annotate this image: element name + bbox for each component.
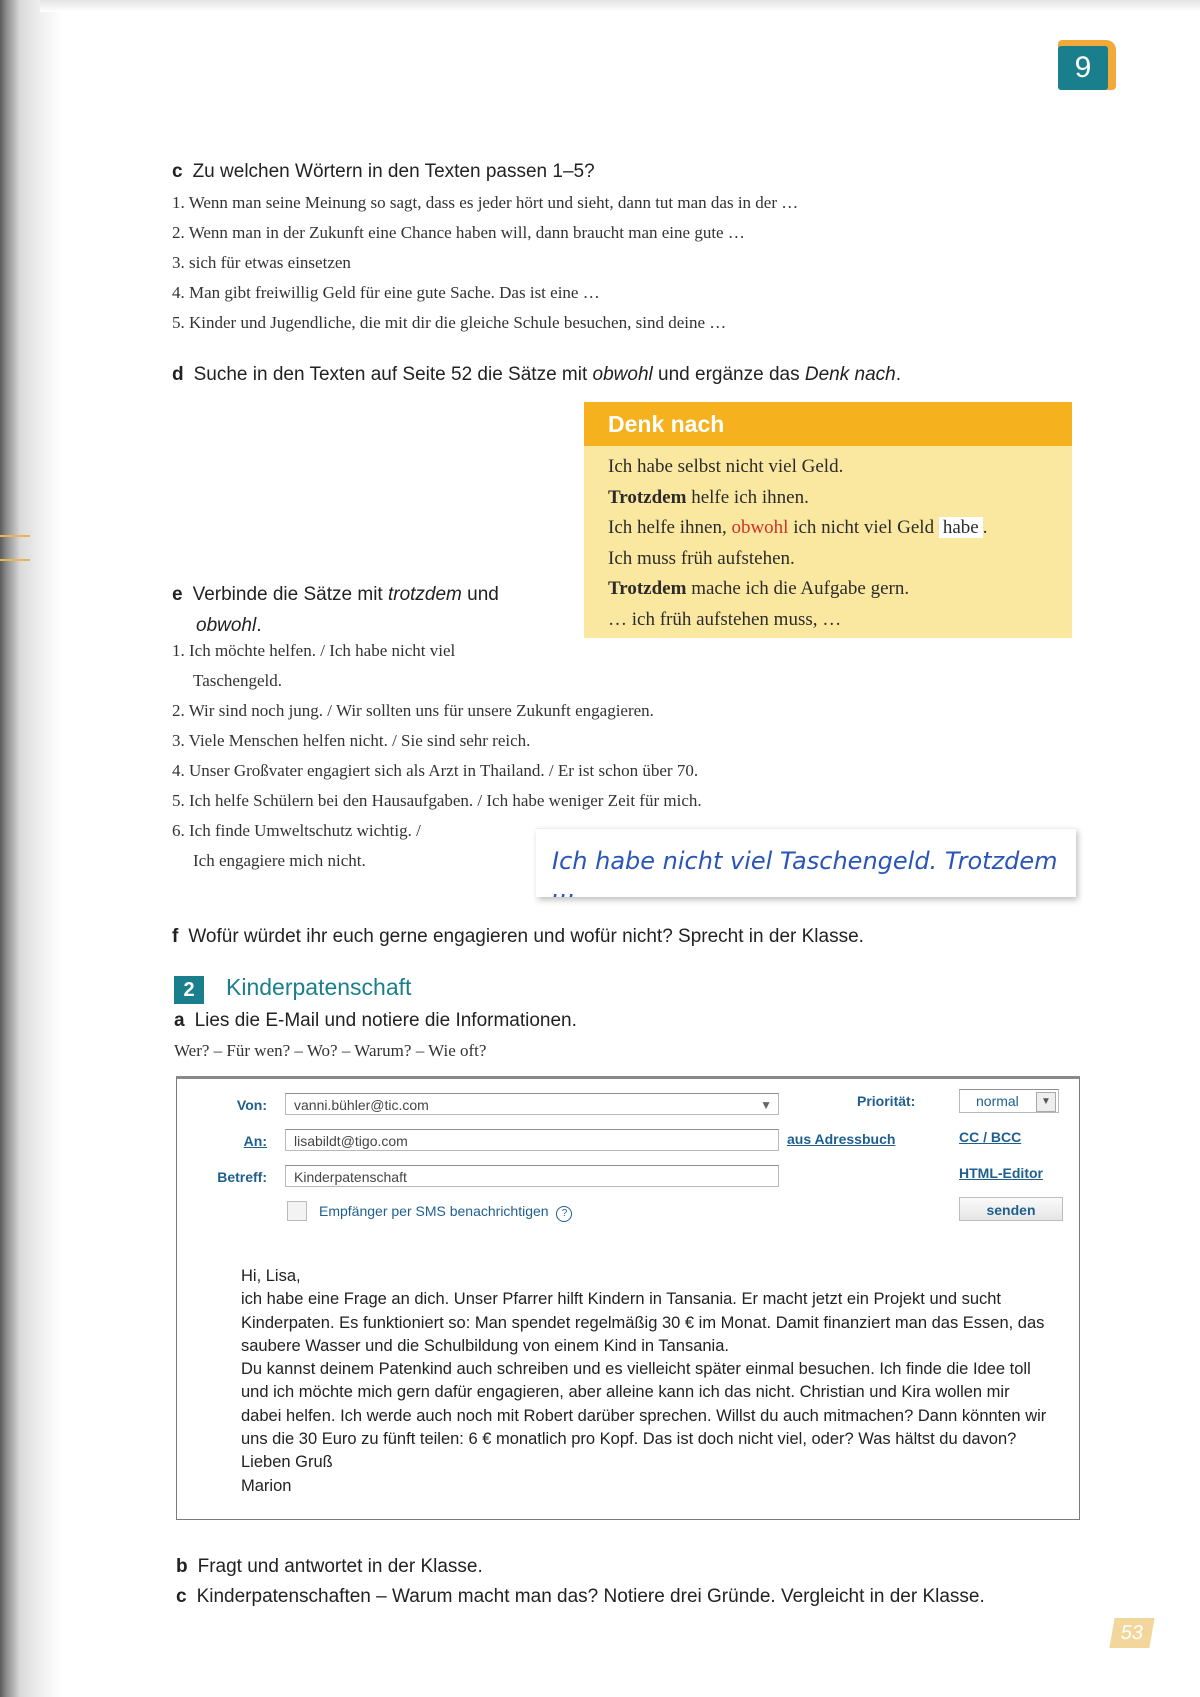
page-top-shadow bbox=[40, 0, 1200, 12]
task-d-text: und ergänze das bbox=[652, 364, 805, 385]
cc-bcc-link[interactable]: CC / BCC bbox=[959, 1129, 1022, 1145]
email-paragraph: Du kannst deinem Patenkind auch schreiben und es vielleicht später einmal besuchen. Ich finde die Idee toll und ich möchte mich gern dafür engagieren, aber alleine kann ich das nicht. Christian und Kira wollen mir dabei helfen. Ich werde auch noch mit Robert darüber sprechen. Willst du auch mitmachen? Dann könnten wir uns die 30 Euro zu fünft teilen: 6 € monatlich pro Kopf. Das ist doch nicht viel, oder? Was hältst du davon? bbox=[241, 1360, 1047, 1449]
example-note-card bbox=[536, 828, 1076, 903]
book-spine-shadow bbox=[0, 0, 62, 1697]
chapter-tab bbox=[1058, 40, 1116, 90]
task-2a-prompt bbox=[174, 1010, 577, 1032]
sms-label-text: Empfänger per SMS benachrichtigen bbox=[319, 1203, 549, 1219]
task-2a-text: Lies die E-Mail und notiere die Informationen. bbox=[194, 1010, 577, 1031]
subject-field[interactable] bbox=[285, 1165, 779, 1187]
task-letter: b bbox=[176, 1556, 188, 1577]
denk-nach-box bbox=[584, 402, 1072, 638]
from-value: vanni.bühler@tic.com bbox=[294, 1097, 429, 1113]
to-field[interactable] bbox=[285, 1129, 779, 1151]
grammar-keyword: Trotzdem bbox=[608, 486, 687, 508]
grammar-keyword: obwohl bbox=[731, 517, 789, 538]
grammar-verb-box: habe bbox=[939, 517, 983, 538]
section-number: 2 bbox=[174, 976, 204, 1004]
subject-label: Betreff: bbox=[217, 1169, 267, 1185]
denk-nach-body bbox=[584, 446, 1072, 635]
page-number: 53 bbox=[1109, 1618, 1154, 1648]
to-label[interactable]: An: bbox=[243, 1133, 267, 1149]
grammar-text: . bbox=[982, 517, 988, 538]
grammar-line: … ich früh aufstehen muss, … bbox=[608, 608, 842, 630]
task-letter: c bbox=[176, 1586, 187, 1607]
task-d-prompt bbox=[172, 364, 901, 386]
grammar-text: helfe ich ihnen. bbox=[686, 486, 809, 508]
chapter-number: 9 bbox=[1058, 46, 1108, 90]
task-e-prompt bbox=[172, 579, 499, 641]
grammar-text: mache ich die Aufgabe gern. bbox=[686, 578, 910, 599]
list-item: 2. Wenn man in der Zukunft eine Chance haben will, dann braucht man eine gute … bbox=[172, 223, 745, 242]
list-item: 3. Viele Menschen helfen nicht. / Sie sind sehr reich. bbox=[172, 731, 531, 750]
grammar-line bbox=[608, 574, 1072, 605]
task-2b-prompt bbox=[176, 1556, 483, 1578]
priority-select[interactable] bbox=[959, 1089, 1059, 1113]
email-body[interactable] bbox=[241, 1265, 1051, 1498]
list-item: 4. Unser Großvater engagiert sich als Arzt in Thailand. / Er ist schon über 70. bbox=[172, 761, 699, 780]
task-d-keyword: obwohl bbox=[592, 364, 653, 385]
list-item: 2. Wir sind noch jung. / Wir sollten uns für unsere Zukunft engagieren. bbox=[172, 701, 654, 720]
task-e-text: und bbox=[461, 584, 499, 605]
subject-value: Kinderpatenschaft bbox=[294, 1169, 407, 1185]
priority-label: Priorität: bbox=[857, 1093, 916, 1109]
task-letter: e bbox=[172, 584, 183, 605]
grammar-keyword: Trotzdem bbox=[608, 578, 687, 599]
to-value: lisabildt@tigo.com bbox=[294, 1133, 408, 1149]
task-letter: d bbox=[172, 364, 184, 385]
section-title: Kinderpatenschaft bbox=[226, 974, 412, 1000]
sms-label[interactable] bbox=[319, 1203, 572, 1222]
task-c-list bbox=[172, 188, 798, 338]
grammar-line: Ich muss früh aufstehen. bbox=[608, 547, 795, 569]
task-d-text: Suche in den Texten auf Seite 52 die Sätze mit bbox=[193, 364, 593, 385]
email-greeting: Hi, Lisa, bbox=[241, 1267, 301, 1285]
grammar-line bbox=[608, 483, 1072, 514]
task-e-text bbox=[172, 615, 262, 636]
priority-value: normal bbox=[976, 1093, 1019, 1109]
task-c-text: Zu welchen Wörtern in den Texten passen 1–5? bbox=[192, 161, 595, 182]
grammar-text: Ich helfe ihnen, bbox=[608, 517, 732, 538]
task-c-prompt bbox=[172, 161, 595, 183]
email-paragraph: ich habe eine Frage an dich. Unser Pfarrer hilft Kindern in Tansania. Er macht jetzt ein Projekt und sucht Kinderpaten. Es funktioniert so: Man spendet regelmäßig 30 € im Monat. Damit finanziert man das Essen, das saubere Wasser und die Schulbildung von einem Kind in Tansania. bbox=[241, 1290, 1045, 1355]
task-e-keyword: trotzdem bbox=[387, 584, 462, 605]
task-f-prompt bbox=[172, 926, 864, 948]
dropdown-arrow-icon[interactable]: ▼ bbox=[760, 1098, 772, 1112]
task-2c-text: Kinderpatenschaften – Warum macht man das? Notiere drei Gründe. Vergleicht in der Klasse. bbox=[196, 1586, 985, 1607]
task-e-text: Verbinde die Sätze mit bbox=[192, 584, 388, 605]
list-item: 6. Ich finde Umweltschutz wichtig. / bbox=[172, 821, 421, 840]
from-label: Von: bbox=[236, 1097, 267, 1113]
task-d-keyword: Denk nach bbox=[804, 364, 896, 385]
email-signature: Marion bbox=[241, 1476, 292, 1495]
list-item: 5. Ich helfe Schülern bei den Hausaufgaben. / Ich habe weniger Zeit für mich. bbox=[172, 791, 702, 810]
task-letter: f bbox=[172, 926, 179, 947]
task-letter: a bbox=[174, 1010, 185, 1031]
help-icon[interactable]: ? bbox=[556, 1206, 572, 1222]
task-f-text: Wofür würdet ihr euch gerne engagieren und wofür nicht? Sprecht in der Klasse. bbox=[188, 926, 864, 947]
page-edge-marker bbox=[0, 535, 30, 561]
email-closing: Lieben Gruß bbox=[241, 1453, 333, 1472]
example-handwriting: Ich habe nicht viel Taschengeld. Trotzdem … bbox=[552, 847, 1058, 903]
sms-checkbox[interactable] bbox=[287, 1201, 307, 1221]
list-item: Taschengeld. bbox=[193, 671, 282, 690]
list-item: 5. Kinder und Jugendliche, die mit dir die gleiche Schule besuchen, sind deine … bbox=[172, 313, 727, 332]
list-item: Ich engagiere mich nicht. bbox=[193, 851, 366, 870]
list-item: 3. sich für etwas einsetzen bbox=[172, 253, 351, 272]
list-item: 1. Wenn man seine Meinung so sagt, dass es jeder hört und sieht, dann tut man das in der … bbox=[172, 193, 799, 212]
denk-nach-title: Denk nach bbox=[584, 402, 1072, 446]
html-editor-link[interactable]: HTML-Editor bbox=[959, 1165, 1043, 1181]
list-item: 1. Ich möchte helfen. / Ich habe nicht viel bbox=[172, 641, 456, 660]
task-e-text: . bbox=[256, 615, 262, 636]
address-book-link[interactable]: aus Adressbuch bbox=[787, 1131, 896, 1147]
task-d-text: . bbox=[895, 364, 901, 385]
send-button[interactable]: senden bbox=[959, 1197, 1063, 1221]
grammar-line bbox=[608, 513, 1072, 544]
task-2c-prompt bbox=[176, 1586, 985, 1608]
list-item: 4. Man gibt freiwillig Geld für eine gute Sache. Das ist eine … bbox=[172, 283, 600, 302]
chevron-down-icon[interactable]: ▼ bbox=[1036, 1092, 1056, 1112]
task-letter: c bbox=[172, 161, 183, 182]
email-form bbox=[176, 1076, 1080, 1520]
grammar-line: Ich habe selbst nicht viel Geld. bbox=[608, 456, 844, 477]
grammar-text: ich nicht viel Geld bbox=[788, 517, 939, 538]
task-2b-text: Fragt und antwortet in der Klasse. bbox=[197, 1556, 483, 1577]
question-words: Wer? – Für wen? – Wo? – Warum? – Wie oft? bbox=[174, 1041, 487, 1060]
from-field[interactable] bbox=[285, 1093, 779, 1115]
task-e-keyword: obwohl bbox=[196, 615, 257, 636]
